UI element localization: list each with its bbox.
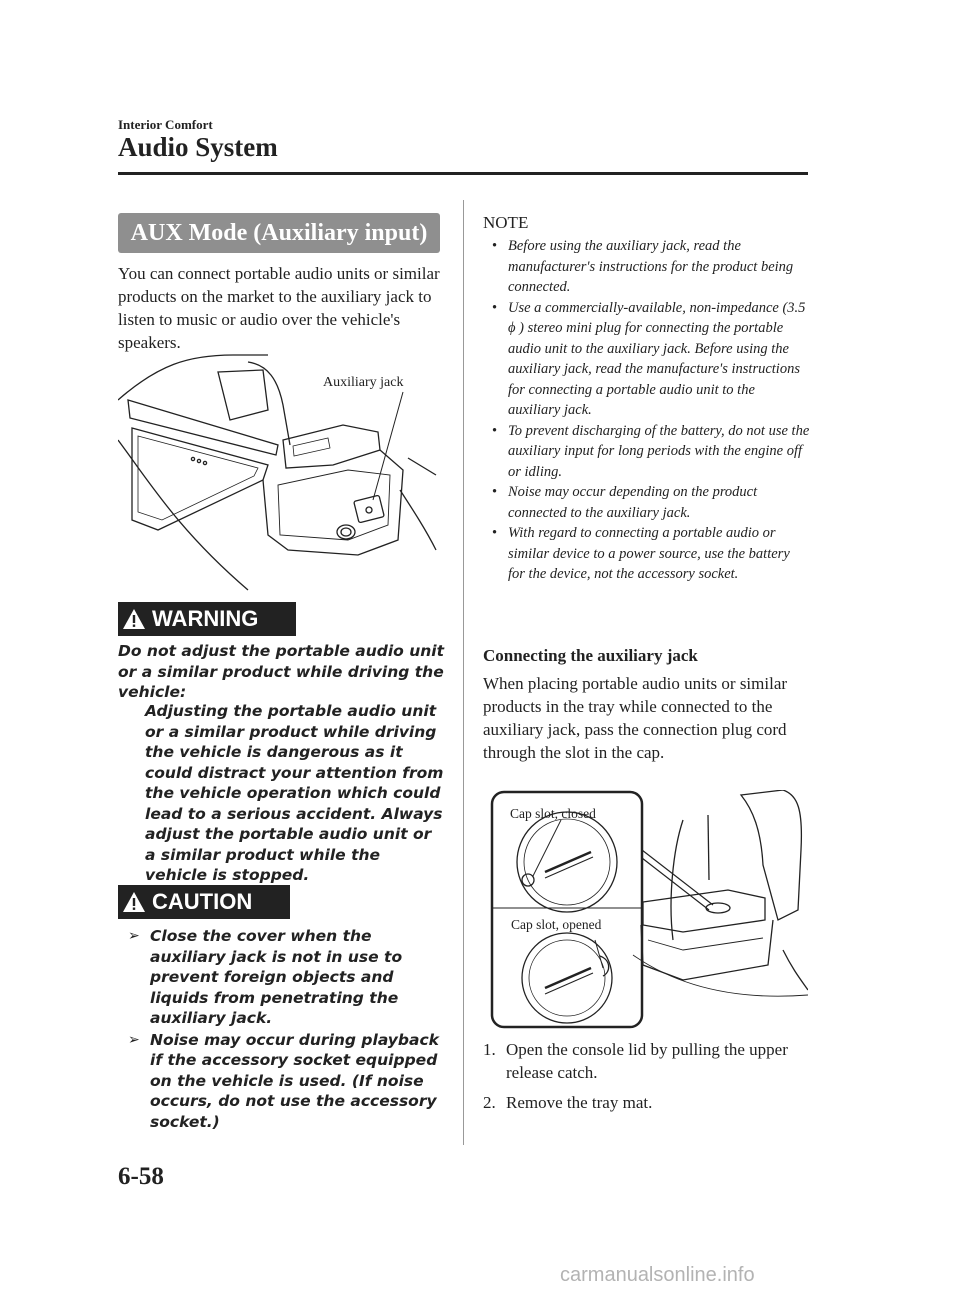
caution-label (118, 885, 290, 919)
warning-triangle-icon (122, 608, 146, 630)
step-text: Open the console lid by pulling the upper release catch. (506, 1040, 788, 1082)
note-item: • Noise may occur depending on the product connected to the auxiliary jack. (490, 482, 810, 523)
cap-slot-figure (483, 790, 808, 1030)
note-item: • Before using the auxiliary jack, read the manufacturer's instructions for the product being connected. (490, 236, 810, 298)
cap-slot-illustration (483, 790, 808, 1030)
intro-paragraph: You can connect portable audio units or similar products on the market to the auxiliary jack to listen to music or audio over the vehicle's speakers. (118, 264, 440, 352)
step-number: 2. (483, 1093, 496, 1112)
caution-item: ➢ Noise may occur during playback if the accessory socket equipped on the vehicle is used. (If noise occurs, do not use the accessory socket.) (128, 1030, 448, 1133)
caution-label-text: CAUTION (152, 889, 253, 914)
note-item: • Use a commercially-available, non-impedance (3.5 ϕ ) stereo mini plug for connecting the portable audio unit to the auxiliary jack. Before using the auxiliary jack, read the manufacture's instructions for connecting a portable audio unit to the auxiliary jack. (490, 298, 810, 421)
column-divider (463, 200, 464, 1145)
warning-lead-text: Do not adjust the portable audio unit or a similar product while driving the vehicle: (118, 642, 444, 701)
step-number: 1. (483, 1040, 496, 1059)
step-item (483, 1091, 808, 1114)
note-item: • With regard to connecting a portable audio or similar device to a power source, use the battery for the device, not the accessory socket. (490, 523, 810, 585)
callout-auxiliary-jack: Auxiliary jack (323, 375, 404, 390)
aux-mode-heading: AUX Mode (Auxiliary input) (118, 213, 440, 253)
label-cap-slot-opened: Cap slot, opened (511, 917, 602, 932)
caution-triangle-icon (122, 891, 146, 913)
step-text: Remove the tray mat. (506, 1093, 653, 1112)
note-list (490, 236, 810, 585)
connecting-heading: Connecting the auxiliary jack (483, 646, 698, 665)
auxiliary-jack-figure (118, 350, 438, 595)
watermark: carmanualsonline.info (560, 1264, 755, 1286)
label-cap-slot-closed: Cap slot, closed (510, 806, 596, 821)
warning-label (118, 602, 296, 636)
page-title: Audio System (118, 132, 278, 162)
page-number: 6-58 (118, 1163, 164, 1190)
header-rule (118, 172, 808, 175)
step-item (483, 1038, 808, 1084)
note-item: • To prevent discharging of the battery, do not use the auxiliary input for long periods with the engine off or idling. (490, 421, 810, 483)
caution-item: ➢ Close the cover when the auxiliary jack is not in use to prevent foreign objects and liquids from penetrating the auxiliary jack. (128, 926, 448, 1029)
warning-body-text: Adjusting the portable audio unit or a similar product while driving the vehicle is dangerous as it could distract your attention from the vehicle operation which could lead to a serious accident. Always adjust the portable audio unit or a similar product while the vehicle is stopped. (145, 702, 444, 884)
steps-list (483, 1038, 808, 1121)
connecting-paragraph: When placing portable audio units or similar products in the tray while connected to the auxiliary jack, pass the connection plug cord through the slot in the cap. (483, 674, 788, 762)
warning-label-text: WARNING (152, 606, 259, 631)
note-title: NOTE (483, 213, 529, 232)
caution-list (128, 926, 448, 1133)
section-label: Interior Comfort (118, 117, 213, 132)
